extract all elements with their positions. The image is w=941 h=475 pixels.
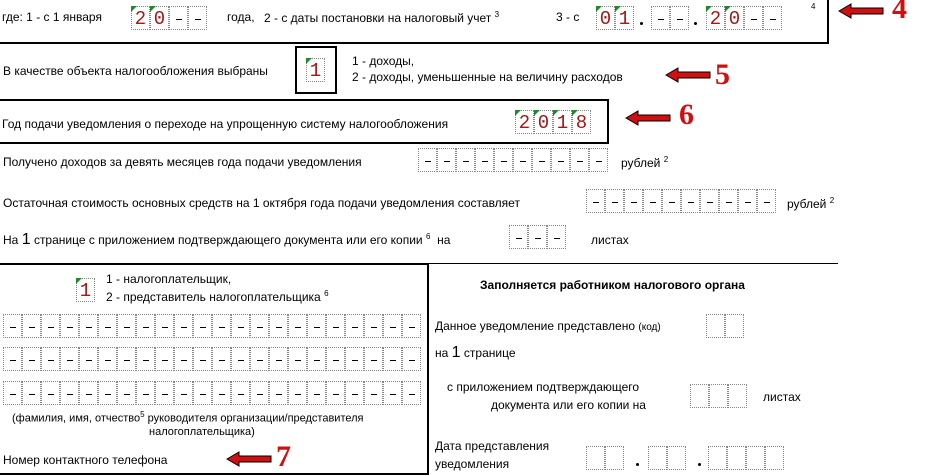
char-cell[interactable]: [383, 347, 402, 371]
char-cell[interactable]: [418, 148, 437, 172]
char-cell[interactable]: [494, 148, 513, 172]
pages-label: На 1 странице с приложением подтверждающего документа или его копии $^6$ на: [3, 231, 451, 248]
char-cell[interactable]: [269, 381, 288, 405]
char-cell[interactable]: [136, 381, 155, 405]
char-cell[interactable]: [155, 381, 174, 405]
sheets-unit: листах: [763, 390, 801, 404]
char-cell[interactable]: [98, 347, 117, 371]
char-cell[interactable]: [513, 148, 532, 172]
arrow-7-icon: [225, 450, 275, 468]
char-cell[interactable]: [728, 384, 747, 408]
char-cell[interactable]: [169, 6, 188, 30]
char-cell[interactable]: [727, 446, 746, 470]
char-cell[interactable]: [250, 347, 269, 371]
char-cell[interactable]: [648, 446, 667, 470]
char-cell[interactable]: [651, 6, 670, 30]
object-option1: 1 - доходы,: [352, 54, 415, 68]
char-cell[interactable]: [98, 381, 117, 405]
char-cell[interactable]: [307, 347, 326, 371]
char-cell[interactable]: [763, 6, 782, 30]
char-cell[interactable]: [212, 347, 231, 371]
char-cell[interactable]: [136, 314, 155, 338]
char-cell[interactable]: [155, 314, 174, 338]
char-cell[interactable]: 0: [534, 110, 553, 134]
char-cell[interactable]: [117, 381, 136, 405]
date-label-line2: уведомления: [435, 457, 510, 471]
char-cell[interactable]: [402, 314, 421, 338]
date-label-line1: Дата представления: [435, 439, 550, 453]
signer-caption-line1: (фамилия, имя, отчество$^5$ руководителя организации/представителя: [12, 410, 364, 425]
tax-start-option2-label: 2 - с даты постановки на налоговый учет $^3$: [264, 10, 500, 25]
year-submit-label: Год подачи уведомления о переходе на упрощенную систему налогообложения: [2, 117, 449, 131]
char-cell[interactable]: 8: [572, 110, 591, 134]
char-cell[interactable]: [475, 148, 494, 172]
char-cell[interactable]: [231, 347, 250, 371]
char-cell[interactable]: [437, 148, 456, 172]
char-cell[interactable]: [288, 347, 307, 371]
char-cell[interactable]: [250, 314, 269, 338]
char-cell[interactable]: [22, 381, 41, 405]
arrow-6-icon: [624, 109, 674, 127]
date-separator-dot: [698, 463, 701, 466]
char-cell[interactable]: [117, 347, 136, 371]
char-cell[interactable]: [765, 446, 784, 470]
char-cell[interactable]: [22, 314, 41, 338]
char-cell[interactable]: [41, 381, 60, 405]
char-cell[interactable]: [212, 314, 231, 338]
char-cell[interactable]: 1: [553, 110, 572, 134]
object-label: В качестве объекта налогообложения выбраны: [3, 64, 268, 78]
char-cell[interactable]: [662, 189, 681, 213]
char-cell[interactable]: [670, 6, 689, 30]
char-cell[interactable]: [551, 148, 570, 172]
income-unit: рублей $^2$: [621, 155, 669, 170]
char-cell[interactable]: [188, 6, 207, 30]
char-cell[interactable]: [117, 314, 136, 338]
char-cell[interactable]: [174, 381, 193, 405]
char-cell[interactable]: [3, 314, 22, 338]
char-cell[interactable]: [193, 347, 212, 371]
char-cell[interactable]: 0: [150, 6, 169, 30]
char-cell[interactable]: [509, 225, 528, 249]
submitted-label: Данное уведомление представлено (код): [435, 319, 661, 333]
char-cell[interactable]: [98, 314, 117, 338]
char-cell[interactable]: [364, 314, 383, 338]
char-cell[interactable]: [706, 314, 725, 338]
signer-option2: 2 - представитель налогоплательщика $^6$: [106, 289, 329, 304]
char-cell[interactable]: [667, 446, 686, 470]
date-separator-dot: [694, 22, 697, 25]
char-cell[interactable]: [708, 446, 727, 470]
char-cell[interactable]: 0: [596, 6, 615, 30]
char-cell[interactable]: [231, 314, 250, 338]
char-cell[interactable]: [193, 314, 212, 338]
char-cell[interactable]: [624, 189, 643, 213]
char-cell[interactable]: [231, 381, 250, 405]
char-cell[interactable]: [3, 381, 22, 405]
annotation-number-7: 7: [276, 440, 291, 473]
char-cell[interactable]: 1: [615, 6, 634, 30]
char-cell[interactable]: 1: [76, 278, 95, 302]
char-cell[interactable]: [250, 381, 269, 405]
char-cell[interactable]: [174, 314, 193, 338]
char-cell[interactable]: [155, 347, 174, 371]
char-cell[interactable]: 2: [515, 110, 534, 134]
char-cell[interactable]: [307, 381, 326, 405]
char-cell[interactable]: [326, 381, 345, 405]
char-cell[interactable]: [60, 314, 79, 338]
char-cell[interactable]: 2: [706, 6, 725, 30]
char-cell[interactable]: [345, 314, 364, 338]
char-cell[interactable]: [547, 225, 566, 249]
char-cell[interactable]: [307, 314, 326, 338]
char-cell[interactable]: [79, 381, 98, 405]
char-cell[interactable]: [41, 347, 60, 371]
income-label: Получено доходов за девять месяцев года подачи уведомления: [3, 155, 362, 169]
char-cell[interactable]: [288, 314, 307, 338]
char-cell[interactable]: [383, 314, 402, 338]
char-cell[interactable]: [532, 148, 551, 172]
char-cell[interactable]: [605, 189, 624, 213]
char-cell[interactable]: [586, 446, 605, 470]
char-cell[interactable]: [757, 189, 776, 213]
char-cell[interactable]: [269, 314, 288, 338]
char-cell[interactable]: [605, 446, 624, 470]
char-cell[interactable]: 1: [306, 58, 325, 82]
char-cell[interactable]: [79, 314, 98, 338]
char-cell[interactable]: [269, 347, 288, 371]
char-cell[interactable]: [746, 446, 765, 470]
char-cell[interactable]: [586, 189, 605, 213]
phone-label: Номер контактного телефона: [3, 453, 168, 467]
attach-line1: с приложением подтверждающего: [447, 380, 640, 394]
assets-unit: рублей $^2$: [787, 196, 835, 211]
char-cell[interactable]: [136, 347, 155, 371]
annotation-number-6: 6: [679, 98, 694, 131]
char-cell[interactable]: [60, 381, 79, 405]
char-cell[interactable]: [345, 381, 364, 405]
char-cell[interactable]: [589, 148, 608, 172]
arrow-5-icon: [664, 66, 714, 84]
assets-label: Остаточная стоимость основных средств на 1 октября года подачи уведомления составляет: [3, 196, 520, 210]
char-cell[interactable]: [3, 347, 22, 371]
pages-unit: листах: [591, 233, 629, 247]
char-cell[interactable]: [345, 347, 364, 371]
char-cell[interactable]: [744, 6, 763, 30]
char-cell[interactable]: 0: [725, 6, 744, 30]
object-option2: 2 - доходы, уменьшенные на величину расходов: [352, 70, 623, 84]
date-separator-dot: [636, 463, 639, 466]
tax-start-where-label: где: 1 - с 1 января: [2, 10, 102, 24]
arrow-4-icon: [837, 2, 887, 20]
char-cell[interactable]: [383, 381, 402, 405]
attach-line2: документа или его копии на: [491, 398, 646, 412]
char-cell[interactable]: [402, 347, 421, 371]
tax-start-year-label: года,: [227, 10, 255, 24]
char-cell[interactable]: [738, 189, 757, 213]
char-cell[interactable]: [174, 347, 193, 371]
char-cell[interactable]: 2: [131, 6, 150, 30]
char-cell[interactable]: [79, 347, 98, 371]
char-cell[interactable]: [681, 189, 700, 213]
tax-office-title: Заполняется работником налогового органа: [480, 278, 745, 292]
char-cell[interactable]: [570, 148, 589, 172]
char-cell[interactable]: [700, 189, 719, 213]
char-cell[interactable]: [60, 347, 79, 371]
char-cell[interactable]: [719, 189, 738, 213]
annotation-number-5: 5: [715, 58, 730, 91]
char-cell[interactable]: [690, 384, 709, 408]
char-cell[interactable]: [709, 384, 728, 408]
char-cell[interactable]: [41, 314, 60, 338]
char-cell[interactable]: [402, 381, 421, 405]
char-cell[interactable]: [212, 381, 231, 405]
char-cell[interactable]: [288, 381, 307, 405]
char-cell[interactable]: [326, 347, 345, 371]
signer-option1: 1 - налогоплательщик,: [106, 272, 232, 286]
on-pages-label: на 1 странице: [435, 344, 516, 361]
annotation-number-4: 4: [892, 0, 907, 25]
char-cell[interactable]: [364, 381, 383, 405]
char-cell[interactable]: [326, 314, 345, 338]
date-separator-dot: [640, 22, 643, 25]
char-cell[interactable]: [456, 148, 475, 172]
char-cell[interactable]: [364, 347, 383, 371]
char-cell[interactable]: [193, 381, 212, 405]
signer-caption-line2: налогоплательщика): [149, 426, 255, 438]
tax-start-option3-label: 3 - с: [556, 10, 580, 24]
char-cell[interactable]: [725, 314, 744, 338]
char-cell[interactable]: [22, 347, 41, 371]
char-cell[interactable]: [643, 189, 662, 213]
tax-start-sup4: 4: [811, 2, 816, 11]
char-cell[interactable]: [528, 225, 547, 249]
